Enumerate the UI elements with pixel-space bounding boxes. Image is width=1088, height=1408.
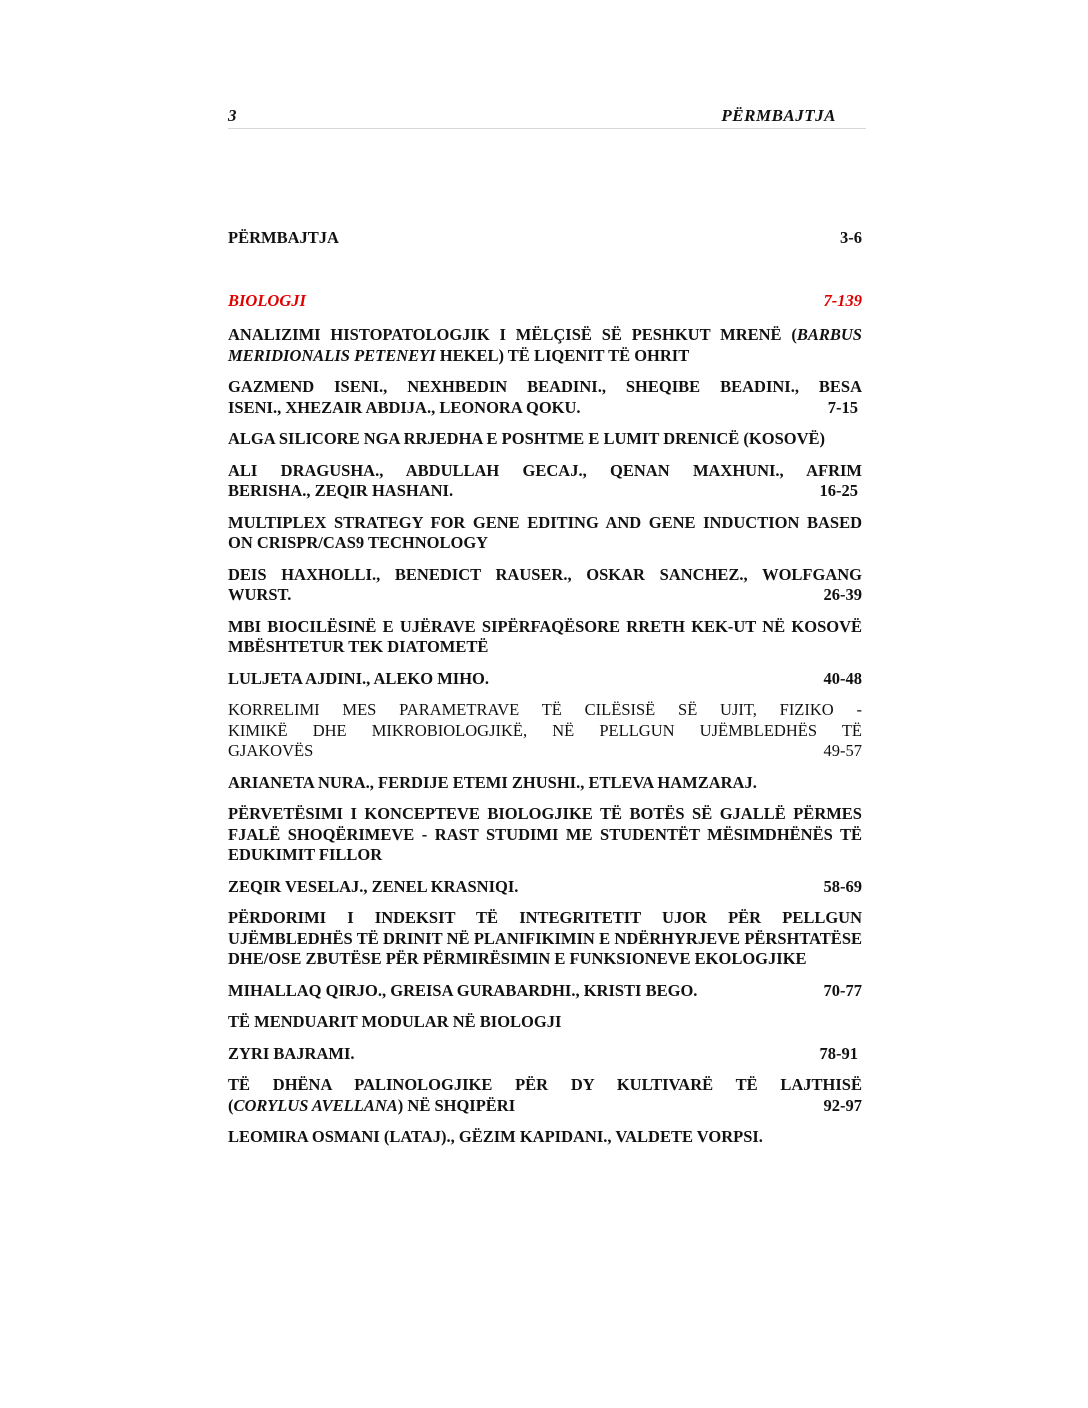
article-title: PËRVETËSIMI I KONCEPTEVE BIOLOGJIKE TË BOTËS SË GJALLË PËRMES FJALË SHOQËRIMEVE - RAST STUDIMI ME STUDENTËT MËSIMDHËNËS TË EDUKIMIT FILLOR: [228, 804, 862, 864]
page-number: 3: [228, 106, 237, 125]
article-title: ALGA SILICORE NGA RRJEDHA E POSHTME E LUMIT DRENICË (KOSOVË): [228, 429, 826, 448]
article-authors: LEOMIRA OSMANI (LATAJ)., GËZIM KAPIDANI., VALDETE VORPSI.: [228, 1127, 763, 1146]
toc-entry[interactable]: [228, 700, 862, 793]
article-pages: 40-48: [823, 668, 862, 688]
article-pages: 78-91: [819, 1043, 858, 1063]
article-title: KORRELIMI MES PARAMETRAVE TË CILËSISË SË UJIT, FIZIKO - KIMIKË DHE MIKROBIOLOGJIKË, NË PELLGUN UJËMBLEDHËS TË GJAKOVËS 49-57: [228, 700, 862, 760]
toc-entry[interactable]: [228, 513, 862, 606]
scientific-name: CORYLUS AVELLANA: [233, 1095, 398, 1115]
table-of-contents: [228, 228, 862, 1159]
toc-entry[interactable]: [228, 429, 862, 502]
toc-entry[interactable]: [228, 325, 862, 418]
article-authors: ARIANETA NURA., FERDIJE ETEMI ZHUSHI., ETLEVA HAMZARAJ.: [228, 772, 757, 792]
article-authors: LULJETA AJDINI., ALEKO MIHO. 40-48: [228, 668, 862, 688]
article-title: TË DHËNA PALINOLOGJIKE PËR DY KULTIVARË TË LAJTHISË (CORYLUS AVELLANA) NË SHQIPËRI 92-97: [228, 1075, 862, 1115]
article-title: PËRDORIMI I INDEKSIT TË INTEGRITETIT UJOR PËR PELLGUN UJËMBLEDHËS TË DRINIT NË PLANIFIKIMIN E NDËRHYRJEVE PËRSHTATËSE DHE/OSE ZBUTËSE PËR PËRMIRËSIMIN E FUNKSIONEVE EKOLOGJIKE: [228, 908, 862, 968]
article-title: MBI BIOCILËSINË E UJËRAVE SIPËRFAQËSORE RRETH KEK-UT NË KOSOVË MBËSHTETUR TEK DIATOMETË: [228, 616, 862, 656]
article-authors: GAZMEND ISENI., NEXHBEDIN BEADINI., SHEQIBE BEADINI., BESA ISENI., XHEZAIR ABDIJA., LEONORA QOKU. 7-15: [228, 377, 862, 417]
article-pages: 16-25: [819, 481, 858, 500]
article-pages: 26-39: [823, 585, 862, 604]
toc-entry[interactable]: [228, 1012, 862, 1064]
article-title: TË MENDUARIT MODULAR NË BIOLOGJI: [228, 1012, 562, 1031]
article-pages: 92-97: [823, 1095, 862, 1115]
article-title: MULTIPLEX STRATEGY FOR GENE EDITING AND GENE INDUCTION BASED ON CRISPR/CAS9 TECHNOLOGY: [228, 512, 862, 552]
article-pages: 7-15: [827, 397, 858, 417]
article-authors: ALI DRAGUSHA., ABDULLAH GECAJ., QENAN MAXHUNI., AFRIM BERISHA., ZEQIR HASHANI. 16-25: [228, 460, 862, 500]
toc-entry[interactable]: [228, 908, 862, 1001]
article-authors: ZYRI BAJRAMI. 78-91: [228, 1044, 862, 1065]
article-authors: MIHALLAQ QIRJO., GREISA GURABARDHI., KRISTI BEGO. 70-77: [228, 980, 862, 1000]
toc-entry[interactable]: [228, 1075, 862, 1148]
article-authors: ZEQIR VESELAJ., ZENEL KRASNIQI. 58-69: [228, 876, 862, 896]
toc-main-label: PËRMBAJTJA: [228, 228, 339, 247]
article-title: ANALIZIMI HISTOPATOLOGJIK I MËLÇISË SË PESHKUT MRENË (BARBUS MERIDIONALIS PETENEYI HEKEL) TË LIQENIT TË OHRIT: [228, 325, 862, 365]
article-authors: DEIS HAXHOLLI., BENEDICT RAUSER., OSKAR SANCHEZ., WOLFGANG WURST. 26-39: [228, 564, 862, 604]
section-pages: 7-139: [823, 290, 862, 310]
article-pages: 70-77: [823, 980, 862, 1000]
scientific-name: BARBUS MERIDIONALIS PETENEYI: [228, 325, 862, 365]
toc-main-entry[interactable]: [228, 228, 862, 249]
article-pages: 58-69: [823, 876, 862, 896]
toc-entry[interactable]: [228, 617, 862, 690]
running-head: PËRMBAJTJA: [721, 106, 836, 125]
toc-entry[interactable]: [228, 804, 862, 897]
section-label: BIOLOGJI: [228, 290, 306, 310]
toc-main-pages: 3-6: [840, 228, 862, 247]
header-rule: [228, 128, 866, 129]
toc-section-biologji[interactable]: [228, 291, 862, 312]
article-pages: 49-57: [823, 741, 862, 760]
